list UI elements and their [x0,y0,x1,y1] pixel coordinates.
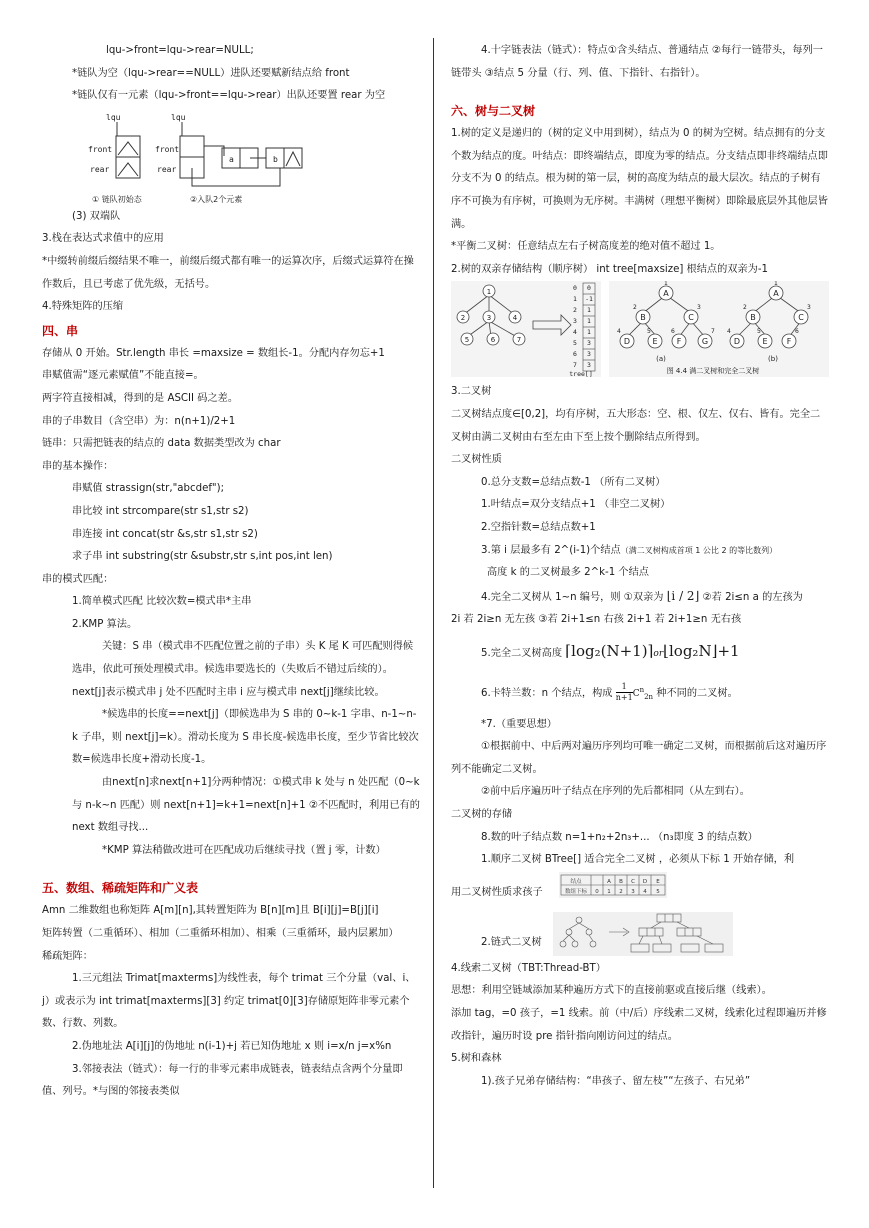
node-number: 1 [664,281,668,288]
text-line: 3.栈在表达式求值中的应用 [42,233,164,245]
tree-node: B [750,313,756,323]
text-line: Amn 二维数组也称矩阵 A[m][n],其转置矩阵为 B[n][m]且 B[i][j]=B[j][i] [42,905,379,917]
text-line: 串的基本操作： [42,460,114,472]
tree-node: B [640,313,646,323]
figure-label: lqu [106,112,121,122]
text-line: 串赋值 strassign(str,"abcdef"); [72,483,225,495]
array-value: -1 [585,295,593,304]
array-cell: 4 [643,888,647,895]
node-number: 5 [757,328,761,336]
tree-node: F [786,337,792,347]
array-cell: 数组下标 [564,888,588,895]
array-cell: 2 [619,888,623,895]
array-index: 1 [573,295,577,304]
figure-label: (b) [768,355,778,364]
array-cell: 0 [595,888,599,895]
figure-label: lqu [171,112,186,122]
text-line: 1.顺序二叉树 BTree[] 适合完全二叉树 ，必须从下标 1 开始存储，利 [481,854,795,866]
text-line: *平衡二叉树：任意结点左右子树高度差的绝对值不超过 1。 [451,241,721,253]
section-heading: 四、串 [42,323,79,338]
text-line: 链串：只需把链表的结点的 data 数据类型改为 char [42,438,281,450]
tree-node: G [701,337,709,347]
array-cell: B [619,878,623,885]
text-line [451,673,829,714]
catalan-formula: $C^n_{2n}$ [632,685,654,701]
right-column [451,40,829,1093]
text-line: 思想：利用空链域添加某种遍历方式下的直接前驱或直接后继（线索）。 [451,985,772,997]
node-number: 5 [647,328,651,336]
array-index: 2 [573,306,577,315]
text-line: 二叉树的存储 [451,809,513,821]
node-number: 6 [671,328,675,336]
text-line: 1).孩子兄弟存储结构：“串孩子、留左枝”“左孩子、右兄弟” [481,1075,751,1087]
tree-node: 3 [486,314,492,323]
text-line: (3) 双端队 [72,210,121,222]
text-span: ②若 2i≤n a 的左孩为 [702,591,803,603]
section-heading: 六、树与二叉树 [451,104,536,119]
text-line: *链队仅有一元素（lqu->front==lqu->rear）出队还要置 rear 为空 [72,90,386,102]
array-cell: C [631,878,635,885]
text-line: 串连接 int concat(str &s,str s1,str s2) [72,528,258,540]
array-cell: D [642,878,648,885]
text-line: *7.（重要思想） [481,718,557,730]
text-line: ②前中后序遍历叶子结点在序列的先后都相同（从左到右）。 [481,786,750,798]
array-diagram [559,872,667,898]
node-number: 4 [617,328,621,336]
text-line [451,585,829,610]
figure-caption: 图 4.4 满二叉树和完全二叉树 [666,367,760,376]
text-line: lqu->front=lqu->rear=NULL; [106,45,254,56]
paragraph: 4.十字链表法（链式）：特点①含头结点、普通结点 ②每行一链带头，每列一链带头 ③结点 5 分量（行、列、值、下指针、右指针）。 [451,45,823,79]
text-line: 求子串 int substring(str &substr,str s,int pos,int len) [72,551,333,563]
paragraph: *KMP 算法稍做改进可在匹配成功后继续寻找（置 j 零，计数） [102,844,386,856]
text-line: 5.树和森林 [451,1053,502,1065]
figure-label: front [155,144,180,154]
paragraph: 1.三元组法 Trimat[maxterms]为线性表，每个 trimat 三个分量（val、i、j）或表示为 int trimat[maxterms][3] 约定 trimat[0][3]存储原矩阵非零元素个数、行数、列数。 [42,973,416,1030]
tree-node: 7 [516,336,522,345]
array-value: 0 [587,284,591,293]
section-heading: 五、数组、稀疏矩阵和广义表 [42,881,199,896]
text-line: 二叉树性质 [451,454,502,466]
array-cell: 5 [656,888,660,895]
tree-node: D [733,337,741,347]
tree-node: C [688,313,694,323]
linked-tree-diagram [553,912,733,956]
array-index: 5 [573,339,577,348]
text-line: 串比较 int strcompare(str s1,str s2) [72,505,249,517]
text-span: 5.完全二叉树高度 [481,647,563,659]
text-line: 4.线索二叉树（TBT:Thread-BT） [451,962,606,974]
text-line: 1.叶结点=双分支结点+1 （非空二叉树） [481,499,671,511]
text-line: 0.总分支数=总结点数-1 （所有二叉树） [481,476,666,488]
node-number: 7 [711,328,715,336]
tree-diagram [451,281,829,377]
array-cell: 结点 [570,878,582,885]
text-line: 串赋值需“逐元素赋值”不能直接=。 [42,370,204,382]
paragraph: 由next[n]求next[n+1]分两种情况：①模式串 k 处与 n 处匹配（0~k 与 n-k~n 匹配）则 next[n+1]=k+1=next[n]+1 ②不匹配时，利用已有的 next 数组寻找... [72,777,420,834]
paragraph: *候选串的长度==next[j]（即候选串为 S 串的 0~k-1 字串、n-1~n-k 子串，则 next[j]=k）。滑动长度为 S 串长度-候选串长度，至少节省比较次数=候选串长度+滑动长度-1。 [72,709,419,766]
paragraph: 1.树的定义是递归的（树的定义中用到树），结点为 0 的树为空树。结点拥有的分支个数为结点的度。叶结点：即终端结点，即度为零的结点。分支结点即非终端结点即分支不为 0 的结点。根为树的第一层，树的高度为结点的最大层次。结点的子树有序不可换为有序树，可换则为无序树。丰满树（理想平衡树）即除最底层外其他层皆满。 [451,128,828,230]
text-line: 稀疏矩阵： [42,950,93,962]
node-number: 3 [697,304,701,312]
node-number: 2 [743,304,747,312]
text-line: 8.数的叶子结点数 n=1+n₂+2n₃+... （n₃即度 3 的结点数） [481,831,758,843]
text-line: 1.简单模式匹配 比较次数=模式串*主串 [72,596,252,608]
text-span: 4.完全二叉树从 1~n 编号，则 ①双亲为 [481,591,664,603]
text-line: 2i 若 2i≥n 无左孩 ③若 2i+1≤n 右孩 2i+1 若 2i+1≥n 无右孩 [451,614,742,626]
text-span: 2.链式二叉树 [481,936,542,948]
figure-label: front [88,144,113,154]
paragraph: 矩阵转置（二重循环）、相加（二重循环相加）、相乘（三重循环，最内层累加） [42,928,399,939]
tree-node: A [773,289,779,299]
left-column [42,40,422,1104]
tree-node: A [663,289,669,299]
text-line: 串的模式匹配： [42,573,114,585]
inline-figure-row [451,872,829,912]
text-line: *链队为空（lqu->rear==NULL）进队还要赋新结点给 front [72,67,350,79]
node-number: 3 [807,304,811,312]
figure-caption: ① 链队初始态 [92,194,142,204]
tree-node: 6 [490,336,496,345]
text-line: 2.伪地址法 A[i][j]的伪地址 n(i-1)+j 若已知伪地址 x 则 i=x/n j=x%n [72,1040,392,1052]
inline-figure-row [451,912,829,958]
array-label: tree[] [569,370,593,378]
figure-label: rear [157,164,177,174]
figure-caption: ②入队2个元素 [190,194,243,204]
text-span: 6.卡特兰数：n 个结点，构成 [481,687,613,699]
text-span: 用二叉树性质求孩子 [451,886,543,898]
array-value: 1 [587,306,591,315]
paragraph: ①根据前中、中后两对遍历序列均可唯一确定二叉树，而根据前后这对遍历序列不能确定二叉树。 [451,741,827,775]
tree-node: 4 [512,314,518,323]
text-line: 高度 k 的二叉树最多 2^k-1 个结点 [487,567,649,579]
queue-diagram [42,110,422,206]
array-index: 0 [573,284,577,293]
paragraph: 关键：S 串（模式串不匹配位置之前的子串）头 K 尾 K 可匹配则得候选串，依此可预处理模式串。候选串要选长的（失败后不错过后续的）。next[j]表示模式串 j 处不匹配时主串 i 应与模式串 next[j]继续比较。 [72,641,414,698]
figure-label: (a) [656,355,666,364]
tree-node: D [623,337,631,347]
figure-label: a [229,154,234,164]
array-index: 4 [573,328,577,337]
paragraph: 二叉树结点度∈[0,2]，均有序树，五大形态：空、根、仅左、仅右、皆有。完全二叉树由满二叉树由右至左由下至上按个删除结点所得到。 [451,408,821,443]
text-line: 3.二叉树 [451,386,492,398]
text-line: 串的子串数目（含空串）为：n(n+1)/2+1 [42,415,236,427]
text-line [451,632,829,673]
tree-node: E [762,337,768,347]
text-line: 存储从 0 开始。Str.length 串长 =maxsize = 数组长-1。分配内存勿忘+1 [42,347,385,359]
node-number: 6 [795,328,799,336]
text-line: 2.空指针数=总结点数+1 [481,521,596,533]
array-index: 6 [573,350,577,359]
array-index: 7 [573,361,577,370]
text-line: 4.特殊矩阵的压缩 [42,301,124,313]
floor-formula: ⌊i / 2⌋ [666,588,700,603]
paragraph: *中缀转前缀后缀结果不唯一，前缀后缀式都有唯一的运算次序，后缀式运算符在操作数后，且已考虑了优先级，无括号。 [42,255,414,290]
tree-node: C [798,313,804,323]
tree-node: F [676,337,682,347]
node-number: 2 [633,304,637,312]
text-line [451,540,829,563]
tree-node: 5 [464,336,470,345]
text-span: 种不同的二叉树。 [656,687,738,699]
node-number: 4 [727,328,731,336]
catalan-fraction: $\frac{1}{n+1}$ [615,682,633,703]
array-value: 1 [587,317,591,326]
node-number: 1 [774,281,778,288]
paragraph: 3.邻接表法（链式）：每一行的非零元素串成链表，链表结点含两个分量即值、列号。*与图的邻接表类似 [42,1063,403,1098]
figure-label: b [273,154,278,164]
text-line: 2.KMP 算法。 [72,618,138,630]
text-note: （满二叉树构成首项 1 公比 2 的等比数列） [620,545,778,555]
figure-label: rear [90,164,110,174]
array-cell: A [607,878,611,885]
column-divider [433,38,434,1188]
height-formula: ⌈log₂(N+1)⌉or⌊log₂N⌋+1 [565,641,740,660]
array-value: 3 [587,339,591,348]
array-value: 3 [587,350,591,359]
tree-node: 2 [460,314,466,323]
text-line: 两字符直接相减，得到的是 ASCII 码之差。 [42,392,239,404]
array-cell: 3 [631,888,635,895]
tree-node: E [652,337,658,347]
array-cell: E [656,878,660,885]
array-value: 3 [587,361,591,370]
text-line: 2.树的双亲存储结构（顺序树） int tree[maxsize] 根结点的双亲为-1 [451,263,769,275]
array-value: 1 [587,328,591,337]
tree-node: 1 [486,288,492,297]
array-cell: 1 [607,888,611,895]
paragraph: 添加 tag，=0 孩子，=1 线索。前（中/后）序线索二叉树，线索化过程即遍历并修改指针，遍历时设 pre 指针指向刚访问过的结点。 [451,1008,827,1042]
text-span: 3.第 i 层最多有 2^(i-1)个结点 [481,544,621,556]
array-index: 3 [573,317,577,326]
